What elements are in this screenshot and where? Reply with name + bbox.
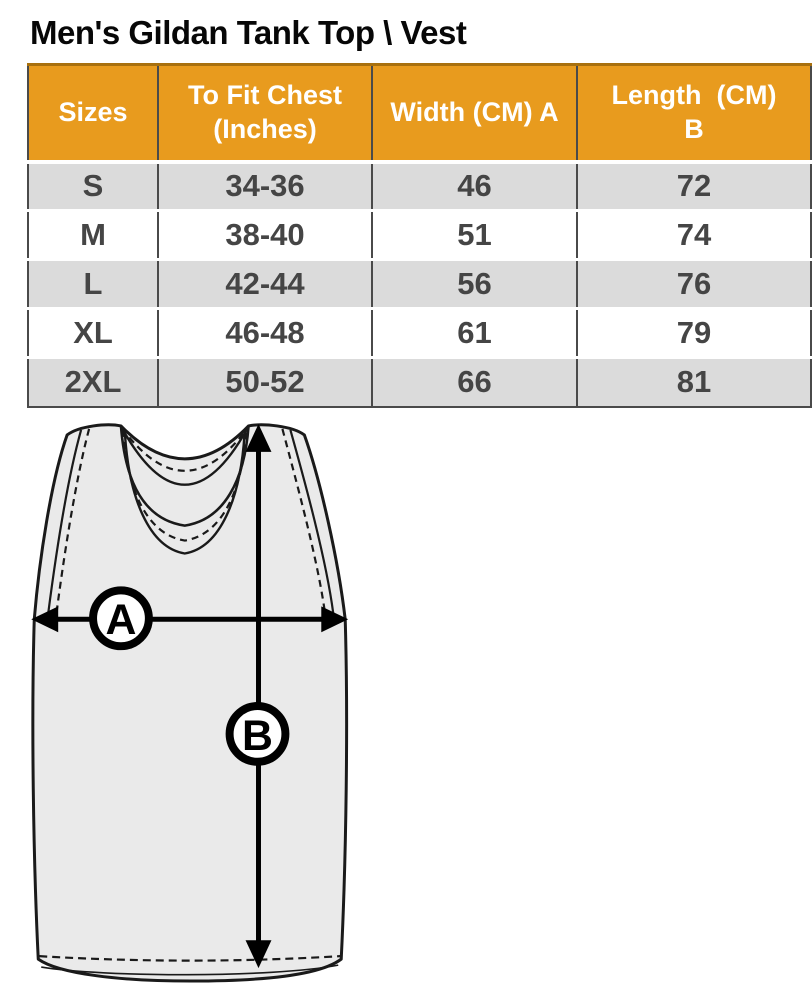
table-row-xl [28,309,811,358]
col-header-width: Width (CM) A [372,65,577,162]
cell-chest: 50-52 [158,358,372,407]
page-title: Men's Gildan Tank Top \ Vest [30,14,467,51]
cell-size: M [28,211,158,260]
cell-size: S [82,168,104,204]
cell-width: 66 [372,358,577,407]
cell-width: 51 [372,211,577,260]
col-header-sizes: Sizes [28,65,158,162]
table-row-2xl [28,358,811,407]
table-row-s [28,162,811,211]
cell-chest: 42-44 [158,260,372,309]
col-header-chest: To Fit Chest (Inches) [158,65,372,162]
cell-width: 46 [372,162,577,211]
tank-top-outline [33,424,347,980]
size-guide-page [0,14,812,1000]
cell-length: 72 [577,162,811,211]
cell-chest: 38-40 [158,211,372,260]
table-row-l [28,260,811,309]
tank-top-diagram [0,408,812,996]
cell-length: 81 [577,358,811,407]
width-label-badge [93,590,149,646]
table-row-m [28,211,811,260]
length-label-badge [230,705,286,761]
cell-width: 61 [372,309,577,358]
size-chart-table [27,63,812,408]
length-label: B [242,711,273,760]
width-label: A [105,595,137,644]
cell-chest: 34-36 [158,162,372,211]
cell-size: 2XL [28,358,158,407]
col-header-length: Length (CM) B [577,65,811,162]
cell-width: 56 [372,260,577,309]
cell-size: XL [28,309,158,358]
cell-size: L [28,260,158,309]
cell-length: 79 [577,309,811,358]
cell-length: 76 [577,260,811,309]
cell-length: 74 [577,211,811,260]
table-header-row [28,65,811,162]
cell-chest: 46-48 [158,309,372,358]
